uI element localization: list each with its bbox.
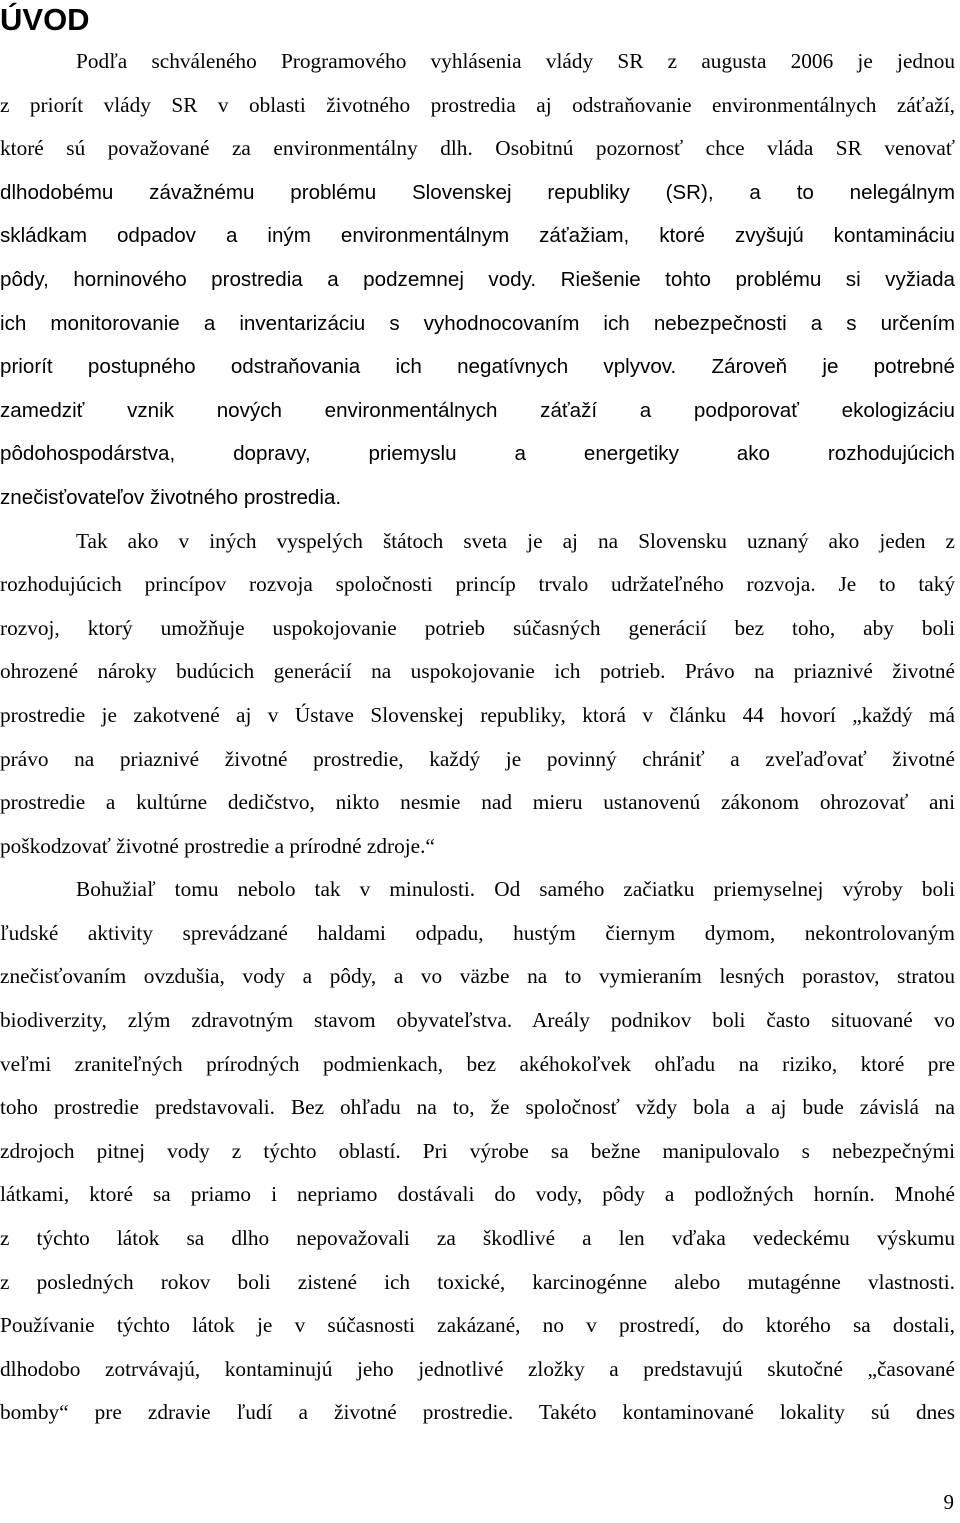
text-segment: bomby“ pre zdravie ľudí a životné prostredie. Takéto kontaminované lokality sú dnes xyxy=(0,1400,955,1425)
text-line xyxy=(0,738,955,782)
text-segment: toho prostredie predstavovali. Bez ohľadu na to, že spoločnosť vždy bola a aj bude závislá na xyxy=(0,1095,955,1120)
text-line xyxy=(0,1348,955,1392)
text-line xyxy=(0,520,955,564)
text-segment: z týchto látok sa dlho nepovažovali za škodlivé a len vďaka vedeckému výskumu xyxy=(0,1226,955,1251)
text-segment: Bohužiaľ tomu nebolo tak v minulosti. Od samého začiatku priemyselnej výroby boli xyxy=(76,877,955,902)
text-segment: ich monitorovanie a inventarizáciu s vyhodnocovaním ich nebezpečnosti a s určením xyxy=(0,311,955,335)
text-segment: rozhodujúcich princípov rozvoja spoločnosti princíp trvalo udržateľného rozvoja. Je to taký xyxy=(0,572,955,597)
text-segment: priorít postupného odstraňovania ich negatívnych vplyvov. Zároveň je potrebné xyxy=(0,355,955,379)
text-line xyxy=(0,825,955,869)
text-line xyxy=(0,563,955,607)
text-line xyxy=(0,1261,955,1305)
text-segment: zdrojoch pitnej vody z týchto oblastí. Pri výrobe sa bežne manipulovalo s nebezpečnými xyxy=(0,1138,955,1163)
text-line xyxy=(0,694,955,738)
text-line xyxy=(0,650,955,694)
text-segment: ľudské aktivity sprevádzané haldami odpadu, hustým čiernym dymom, nekontrolovaným xyxy=(0,920,955,945)
text-segment: znečisťovateľov životného prostredia. xyxy=(0,485,342,509)
text-segment: dlhodobo zotrvávajú, kontaminujú jeho jednotlivé zložky a predstavujú skutočné „časované xyxy=(0,1356,955,1381)
text-segment: pôdohospodárstva, dopravy, priemyslu a energetiky ako rozhodujúcich xyxy=(0,442,955,466)
text-line xyxy=(0,1086,955,1130)
text-segment: z priorít vlády SR v oblasti životného prostredia aj odstraňovanie environmentálnych záťaží, xyxy=(0,92,955,117)
text-segment: pôdy, horninového prostredia a podzemnej vody. Riešenie tohto problému si vyžiada xyxy=(0,267,955,291)
text-line xyxy=(0,1043,955,1087)
text-segment: prostredie je zakotvené aj v Ústave Slovenskej republiky, ktorá v článku 44 hovorí „každý má xyxy=(0,702,955,727)
text-segment: Tak ako v iných vyspelých štátoch sveta je aj na Slovensku uznaný ako jeden z xyxy=(76,528,955,553)
text-line xyxy=(0,127,955,171)
text-line xyxy=(0,1217,955,1261)
text-segment: dlhodobému závažnému problému Slovenskej republiky (SR), a to nelegálnym xyxy=(0,180,955,204)
text-segment: prostredie a kultúrne dedičstvo, nikto nesmie nad mieru ustanovenú zákonom ohrozovať ani xyxy=(0,790,955,815)
text-line xyxy=(0,868,955,912)
text-line xyxy=(0,476,955,520)
text-segment: ktoré sú považované za environmentálny dlh. Osobitnú pozornosť chce vláda SR venovať xyxy=(0,136,955,161)
text-line xyxy=(0,999,955,1043)
text-segment: skládkam odpadov a iným environmentálnym záťažiam, ktoré zvyšujú kontamináciu xyxy=(0,224,955,248)
document-body xyxy=(0,40,955,1435)
text-line xyxy=(0,432,955,476)
text-line xyxy=(0,912,955,956)
text-line xyxy=(0,84,955,128)
text-segment: látkami, ktoré sa priamo i nepriamo dostávali do vody, pôdy a podložných hornín. Mnohé xyxy=(0,1182,955,1207)
text-line xyxy=(0,1130,955,1174)
text-segment: z posledných rokov boli zistené ich toxické, karcinogénne alebo mutagénne vlastnosti. xyxy=(0,1269,955,1294)
text-segment: Podľa schváleného Programového vyhlásenia vlády SR z augusta 2006 je jednou xyxy=(76,49,955,73)
text-line xyxy=(0,1391,955,1435)
text-segment: rozvoj, ktorý umožňuje uspokojovanie potrieb súčasných generácií bez toho, aby boli xyxy=(0,615,955,640)
text-line xyxy=(0,955,955,999)
page-number: 9 xyxy=(943,1490,954,1514)
text-segment: biodiverzity, zlým zdravotným stavom obyvateľstva. Areály podnikov boli často situované vo xyxy=(0,1008,955,1033)
text-segment: ohrozené nároky budúcich generácií na uspokojovanie ich potrieb. Právo na priaznivé životné xyxy=(0,659,955,684)
text-line xyxy=(0,1304,955,1348)
text-line xyxy=(0,258,955,302)
text-line xyxy=(0,1173,955,1217)
text-segment: poškodzovať životné prostredie a prírodné zdroje.“ xyxy=(0,833,435,858)
text-line xyxy=(0,40,955,84)
text-line xyxy=(0,389,955,433)
text-segment: právo na priaznivé životné prostredie, každý je povinný chrániť a zveľaďovať životné xyxy=(0,746,955,771)
page-title: ÚVOD xyxy=(0,2,90,37)
text-segment: veľmi zraniteľných prírodných podmienkach, bez akéhokoľvek ohľadu na riziko, ktoré pre xyxy=(0,1051,955,1076)
text-segment: zamedziť vznik nových environmentálnych záťaží a podporovať ekologizáciu xyxy=(0,398,955,422)
text-line xyxy=(0,345,955,389)
text-line xyxy=(0,781,955,825)
text-segment: Používanie týchto látok je v súčasnosti zakázané, no v prostredí, do ktorého sa dostali, xyxy=(0,1313,955,1338)
text-line xyxy=(0,302,955,346)
text-line xyxy=(0,171,955,215)
text-segment: znečisťovaním ovzdušia, vody a pôdy, a vo väzbe na to vymieraním lesných porastov, stratou xyxy=(0,964,955,989)
text-line xyxy=(0,214,955,258)
text-line xyxy=(0,607,955,651)
